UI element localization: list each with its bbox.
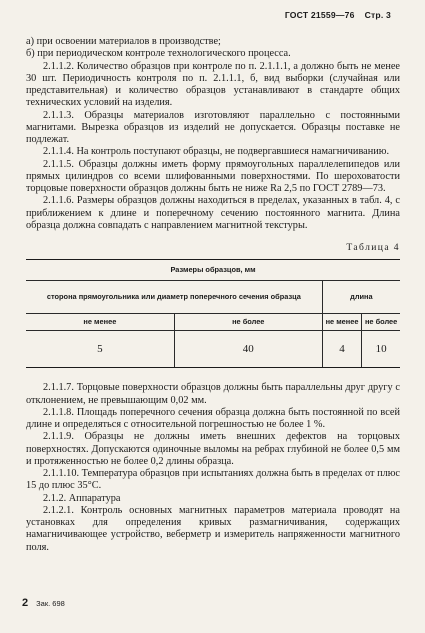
sample-sizes-table bbox=[26, 259, 400, 368]
paragraphs-top bbox=[26, 36, 400, 232]
paragraph: 2.1.1.10. Температура образцов при испытаниях должна быть в пределах от плюс 15 до плюс 35°С. bbox=[26, 468, 400, 492]
subheader-min: не менее bbox=[322, 314, 361, 331]
paragraph: 2.1.2.1. Контроль основных магнитных параметров материала проводят на установках для определения кривых размагничивания, содержащих намагничивающее устройство, веберметр и измеритель напряженности магнитного поля. bbox=[26, 504, 400, 553]
table-cell: 40 bbox=[174, 331, 322, 368]
subheader-max: не более bbox=[174, 314, 322, 331]
group-header-length: длина bbox=[322, 281, 400, 314]
paragraph: 2.1.1.5. Образцы должны иметь форму прямоугольных параллелепипедов или прямых цилиндров со всеми шлифованными поверхностями. По шероховатости торцовые поверхности образцов должны быть не ниже Ra 2,5 по ГОСТ 2789—73. bbox=[26, 158, 400, 194]
table-title-row bbox=[26, 260, 400, 281]
paragraph: 2.1.1.2. Количество образцов при контроле по п. 2.1.1.1, а должно быть не менее 30 шт. Периодичность контроля по п. 2.1.1.1, б, вид выборки (случайная или представительная) и количество образцов устанавливают в стандарте общих технических условий на изделия. bbox=[26, 60, 400, 109]
paragraph: 2.1.1.7. Торцовые поверхности образцов должны быть параллельны друг другу с отклонением, не превышающим 0,02 мм. bbox=[26, 382, 400, 406]
paragraph: 2.1.1.9. Образцы не должны иметь внешних дефектов на торцовых поверхностях. Допускаются одиночные выломы на ребрах глубиной не более 0,5 мм и протяженностью не более 0,2 длины образца. bbox=[26, 431, 400, 467]
table-cell: 5 bbox=[26, 331, 174, 368]
paragraph: б) при периодическом контроле технологического процесса. bbox=[26, 48, 291, 60]
table-group-row bbox=[26, 281, 400, 314]
page-label: Стр. 3 bbox=[364, 10, 391, 20]
paragraph: 2.1.1.4. На контроль поступают образцы, не подвергавшиеся намагничиванию. bbox=[43, 146, 390, 158]
paragraphs-bottom bbox=[26, 382, 400, 554]
paragraph: 2.1.2. Аппаратура bbox=[43, 492, 121, 504]
body-text bbox=[26, 36, 400, 554]
table-subheader-row bbox=[26, 314, 400, 331]
group-header-cross-section: сторона прямоугольника или диаметр поперечного сечения образца bbox=[26, 281, 322, 314]
table-row bbox=[26, 331, 400, 368]
table-caption: Таблица 4 bbox=[346, 242, 400, 253]
page-number: 2 bbox=[22, 597, 29, 609]
standard-number: ГОСТ 21559—76 bbox=[284, 10, 355, 20]
paragraph: 2.1.1.3. Образцы материалов изготовляют параллельно с постоянными магнитами. Вырезка образцов из изделий не допускается. Образцы поставке не подлежат. bbox=[26, 109, 400, 145]
page-header bbox=[285, 10, 391, 20]
table-cell: 4 bbox=[322, 331, 361, 368]
table-cell: 10 bbox=[362, 331, 400, 368]
print-order: Зак. 698 bbox=[36, 599, 65, 608]
paragraph: а) при освоении материалов в производстве; bbox=[26, 36, 221, 47]
subheader-max: не более bbox=[362, 314, 400, 331]
paragraph: 2.1.1.8. Площадь поперечного сечения образца должна быть постоянной по всей длине и определяться с относительной погрешностью не более 1 %. bbox=[26, 406, 400, 430]
subheader-min: не менее bbox=[26, 314, 174, 331]
page-footer bbox=[22, 597, 65, 609]
table-title: Размеры образцов, мм bbox=[26, 260, 400, 281]
paragraph: 2.1.1.6. Размеры образцов должны находиться в пределах, указанных в табл. 4, с приближением к длине и поперечному сечению постоянного магнита. Длина образца должна совпадать с направлением магнитной текстуры. bbox=[26, 195, 400, 231]
